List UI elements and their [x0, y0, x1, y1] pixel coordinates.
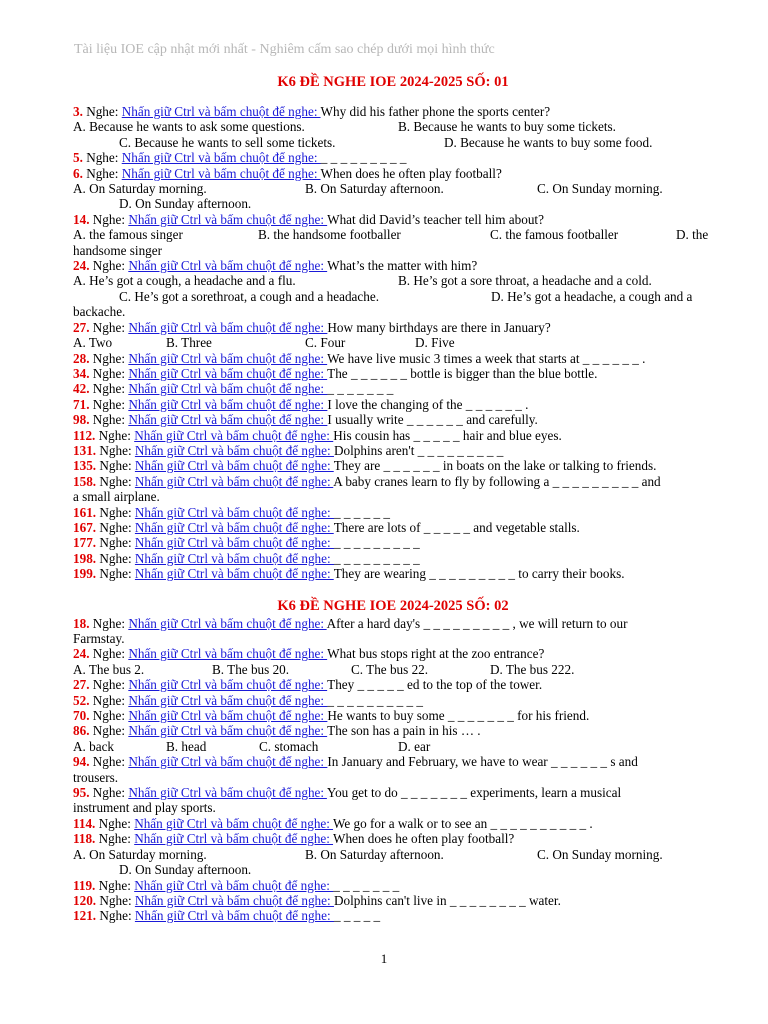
option-d: D. On Sunday afternoon.: [119, 196, 252, 212]
options-row: [73, 862, 713, 877]
question-number: 114.: [73, 815, 96, 831]
option-d-continued: handsome singer: [73, 242, 162, 258]
options-row: [73, 196, 713, 211]
question-number: 118.: [73, 831, 96, 847]
option-a: A. He’s got a cough, a headache and a flu.: [73, 273, 296, 289]
question-3: [73, 104, 713, 119]
listen-link[interactable]: Nhấn giữ Ctrl và bấm chuột để nghe:: [121, 104, 321, 119]
nghe-label: Nghe:: [92, 381, 129, 397]
question-number: 177.: [73, 535, 97, 551]
question-161: [73, 505, 713, 520]
question-text: The son has a pain in his … .: [327, 723, 481, 739]
options-row: [73, 227, 713, 242]
listen-link[interactable]: Nhấn giữ Ctrl và bấm chuột để nghe:: [128, 646, 328, 662]
question-135: [73, 458, 713, 473]
question-198: [73, 551, 713, 566]
question-number: 161.: [73, 504, 97, 520]
nghe-label: Nghe:: [92, 692, 129, 708]
question-text-continued: instrument and play sports.: [73, 800, 216, 816]
listen-link[interactable]: Nhấn giữ Ctrl và bấm chuột để nghe:: [128, 708, 328, 724]
question-27: [73, 320, 713, 335]
options-row: [73, 135, 713, 150]
option-b: B. the handsome footballer: [258, 227, 401, 243]
question-number: 98.: [73, 412, 90, 428]
question-text: He wants to buy some _ _ _ _ _ _ _ for his friend.: [327, 708, 590, 724]
question-text: They are wearing _ _ _ _ _ _ _ _ _ to carry their books.: [333, 566, 625, 582]
listen-link[interactable]: Nhấn giữ Ctrl và bấm chuột để nghe:: [134, 815, 334, 831]
options-row: [73, 739, 713, 754]
option-a: A. the famous singer: [73, 227, 183, 243]
question-number: 71.: [73, 396, 90, 412]
question-number: 167.: [73, 519, 97, 535]
option-d: D. Because he wants to buy some food.: [444, 134, 653, 150]
option-b: B. On Saturday afternoon.: [305, 846, 444, 862]
listen-link[interactable]: Nhấn giữ Ctrl và bấm chuột để nghe:: [121, 150, 321, 166]
watermark-text: Tài liệu IOE cập nhật mới nhất - Nghiêm cấm sao chép dưới mọi hình thức: [74, 42, 495, 57]
listen-link[interactable]: Nhấn giữ Ctrl và bấm chuột để nghe:: [134, 442, 334, 458]
question-text: In January and February, we have to wear _ _ _ _ _ _ s and: [327, 754, 638, 770]
nghe-label: Nghe:: [99, 892, 135, 908]
question-158: [73, 474, 713, 489]
question-text: What did David’s teacher tell him about?: [327, 211, 544, 227]
question-number: 119.: [73, 877, 96, 893]
nghe-label: Nghe:: [92, 754, 129, 770]
question-number: 14.: [73, 211, 90, 227]
question-number: 135.: [73, 458, 97, 474]
option-a: A. Two: [73, 335, 113, 351]
question-number: 42.: [73, 381, 90, 397]
options-row: [73, 289, 713, 304]
option-b: B. Three: [166, 335, 212, 351]
question-number: 24.: [73, 258, 90, 274]
options-row: [73, 662, 713, 677]
question-text: _ _ _ _ _ _ _ _ _: [320, 150, 407, 166]
nghe-label: Nghe:: [99, 550, 135, 566]
question-text: You get to do _ _ _ _ _ _ _ experiments, learn a musical: [326, 785, 622, 801]
section-title-01: K6 ĐỀ NGHE IOE 2024-2025 SỐ: 01: [277, 74, 509, 90]
nghe-label: Nghe:: [99, 535, 135, 551]
nghe-label: Nghe:: [98, 877, 135, 893]
options-row: [73, 119, 713, 134]
nghe-label: Nghe:: [92, 412, 129, 428]
question-text: When does he often play football?: [320, 165, 502, 181]
listen-link[interactable]: Nhấn giữ Ctrl và bấm chuột để nghe:: [134, 877, 334, 893]
question-number: 86.: [73, 723, 90, 739]
question-42: [73, 381, 713, 396]
option-b: B. head: [166, 738, 207, 754]
listen-link[interactable]: Nhấn giữ Ctrl và bấm chuột để nghe:: [128, 350, 328, 366]
question-24: [73, 258, 713, 273]
listen-link[interactable]: Nhấn giữ Ctrl và bấm chuột để nghe:: [134, 831, 334, 847]
nghe-label: Nghe:: [92, 615, 129, 631]
question-text: _ _ _ _ _ _ _ _ _: [333, 535, 420, 551]
nghe-label: Nghe:: [92, 350, 129, 366]
listen-link[interactable]: Nhấn giữ Ctrl và bấm chuột để nghe:: [128, 692, 328, 708]
option-c: C. Four: [305, 335, 346, 351]
listen-link[interactable]: Nhấn giữ Ctrl và bấm chuột để nghe:: [128, 785, 327, 801]
option-a: A. On Saturday morning.: [73, 846, 207, 862]
question-text: _ _ _ _ _ _ _: [333, 877, 400, 893]
option-a: A. back: [73, 738, 115, 754]
nghe-label: Nghe:: [92, 677, 129, 693]
question-number: 18.: [73, 615, 90, 631]
question-text: Dolphins can't live in _ _ _ _ _ _ _ _ water.: [333, 892, 561, 908]
question-text: _ _ _ _ _ _ _: [327, 381, 394, 397]
listen-link[interactable]: Nhấn giữ Ctrl và bấm chuột để nghe:: [134, 519, 334, 535]
listen-link[interactable]: Nhấn giữ Ctrl và bấm chuột để nghe:: [134, 504, 334, 520]
question-number: 70.: [73, 708, 90, 724]
nghe-label: Nghe:: [92, 396, 129, 412]
nghe-label: Nghe:: [86, 150, 122, 166]
option-d-continued: backache.: [73, 304, 126, 320]
question-text: Dolphins aren't _ _ _ _ _ _ _ _ _: [333, 442, 504, 458]
option-b: B. The bus 20.: [212, 661, 290, 677]
listen-link[interactable]: Nhấn giữ Ctrl và bấm chuột để nghe:: [128, 754, 328, 770]
question-text-continued: Farmstay.: [73, 631, 125, 646]
nghe-label: Nghe:: [92, 646, 129, 662]
question-52: [73, 693, 713, 708]
nghe-label: Nghe:: [99, 458, 135, 474]
nghe-label: Nghe:: [99, 442, 135, 458]
question-34: [73, 366, 713, 381]
question-6: [73, 166, 713, 181]
nghe-label: Nghe:: [92, 708, 129, 724]
question-121: [73, 908, 713, 923]
question-number: 34.: [73, 365, 90, 381]
question-199: [73, 566, 713, 581]
listen-link[interactable]: Nhấn giữ Ctrl và bấm chuột để nghe:: [128, 723, 328, 739]
question-text: There are lots of _ _ _ _ _ and vegetable stalls.: [333, 519, 580, 535]
nghe-label: Nghe:: [92, 785, 129, 801]
question-text: I usually write _ _ _ _ _ _ and carefully.: [327, 412, 538, 428]
question-number: 198.: [73, 550, 97, 566]
nghe-label: Nghe:: [99, 504, 135, 520]
listen-link[interactable]: Nhấn giữ Ctrl và bấm chuột để nghe:: [134, 427, 334, 443]
nghe-label: Nghe:: [99, 566, 135, 582]
option-b: B. Because he wants to buy some tickets.: [398, 119, 616, 135]
listen-link[interactable]: Nhấn giữ Ctrl và bấm chuột để nghe:: [128, 319, 328, 335]
option-c: C. On Sunday morning.: [537, 846, 663, 862]
question-number: 52.: [73, 692, 90, 708]
listen-link[interactable]: Nhấn giữ Ctrl và bấm chuột để nghe:: [128, 211, 328, 227]
question-120: [73, 893, 713, 908]
question-text: I love the changing of the _ _ _ _ _ _ .: [327, 396, 529, 412]
question-14: [73, 212, 713, 227]
option-c: C. He’s got a sorethroat, a cough and a headache.: [119, 288, 379, 304]
question-number: 94.: [73, 754, 90, 770]
listen-link[interactable]: Nhấn giữ Ctrl và bấm chuột để nghe:: [128, 615, 327, 631]
options-row: [73, 335, 713, 350]
question-number: 121.: [73, 908, 97, 924]
options-row: [73, 181, 713, 196]
question-text: _ _ _ _ _ _ _ _ _ _: [327, 692, 423, 708]
question-112: [73, 428, 713, 443]
option-a: A. On Saturday morning.: [73, 181, 207, 197]
question-18: [73, 616, 713, 631]
option-d: D. He’s got a headache, a cough and a: [491, 288, 693, 304]
question-167: [73, 520, 713, 535]
listen-link[interactable]: Nhấn giữ Ctrl và bấm chuột để nghe:: [134, 550, 334, 566]
nghe-label: Nghe:: [86, 104, 122, 119]
question-number: 6.: [73, 165, 83, 181]
nghe-label: Nghe:: [99, 519, 135, 535]
question-text: After a hard day's _ _ _ _ _ _ _ _ _ , we will return to our: [326, 615, 628, 631]
question-text: When does he often play football?: [333, 831, 515, 847]
listen-link[interactable]: Nhấn giữ Ctrl và bấm chuột để nghe:: [134, 908, 334, 924]
question-5: [73, 150, 713, 165]
question-text: _ _ _ _ _ _: [333, 504, 391, 520]
option-c: C. The bus 22.: [351, 661, 429, 677]
question-text-continued: a small airplane.: [73, 489, 160, 505]
option-c: C. Because he wants to sell some tickets.: [119, 134, 336, 150]
question-text: What bus stops right at the zoo entrance?: [327, 646, 545, 662]
question-119: [73, 878, 713, 893]
question-114: [73, 816, 713, 831]
question-number: 24.: [73, 646, 90, 662]
nghe-label: Nghe:: [92, 258, 129, 274]
option-c: C. the famous footballer: [490, 227, 619, 243]
page-number: 1: [380, 951, 388, 966]
option-b: B. On Saturday afternoon.: [305, 181, 444, 197]
question-27: [73, 677, 713, 692]
question-86: [73, 723, 713, 738]
question-number: 27.: [73, 677, 90, 693]
option-d: D. The bus 222.: [490, 661, 575, 677]
question-text: They are _ _ _ _ _ _ in boats on the lake or talking to friends.: [333, 458, 657, 474]
question-text: What’s the matter with him?: [327, 258, 478, 274]
nghe-label: Nghe:: [92, 723, 129, 739]
option-c: C. On Sunday morning.: [537, 181, 663, 197]
nghe-label: Nghe:: [92, 365, 129, 381]
nghe-label: Nghe:: [98, 427, 135, 443]
nghe-label: Nghe:: [98, 831, 135, 847]
question-text: His cousin has _ _ _ _ _ hair and blue eyes.: [333, 427, 562, 443]
question-number: 95.: [73, 785, 90, 801]
question-number: 199.: [73, 566, 97, 582]
listen-link[interactable]: Nhấn giữ Ctrl và bấm chuột để nghe:: [128, 365, 328, 381]
nghe-label: Nghe:: [92, 319, 129, 335]
nghe-label: Nghe:: [92, 211, 129, 227]
question-text: A baby cranes learn to fly by following a _ _ _ _ _ _ _ _ _ and: [333, 473, 661, 489]
options-row: [73, 847, 713, 862]
listen-link[interactable]: Nhấn giữ Ctrl và bấm chuột để nghe:: [121, 165, 321, 181]
question-95: [73, 785, 713, 800]
question-text: _ _ _ _ _ _ _ _ _: [333, 550, 420, 566]
question-71: [73, 397, 713, 412]
listen-link[interactable]: Nhấn giữ Ctrl và bấm chuột để nghe:: [128, 258, 328, 274]
option-d: D. On Sunday afternoon.: [119, 862, 252, 878]
question-28: [73, 351, 713, 366]
question-24: [73, 646, 713, 661]
listen-link[interactable]: Nhấn giữ Ctrl và bấm chuột để nghe:: [134, 892, 334, 908]
listen-link[interactable]: Nhấn giữ Ctrl và bấm chuột để nghe:: [128, 412, 328, 428]
listen-link[interactable]: Nhấn giữ Ctrl và bấm chuột để nghe:: [134, 535, 334, 551]
listen-link[interactable]: Nhấn giữ Ctrl và bấm chuột để nghe:: [134, 566, 334, 582]
question-text: _ _ _ _ _: [333, 908, 381, 924]
question-text: We have live music 3 times a week that starts at _ _ _ _ _ _ .: [327, 350, 646, 366]
question-text: How many birthdays are there in January?: [327, 319, 551, 335]
nghe-label: Nghe:: [86, 165, 122, 181]
question-131: [73, 443, 713, 458]
question-number: 112.: [73, 427, 96, 443]
question-number: 158.: [73, 473, 97, 489]
listen-link[interactable]: Nhấn giữ Ctrl và bấm chuột để nghe:: [128, 381, 328, 397]
option-a: A. The bus 2.: [73, 661, 145, 677]
listen-link[interactable]: Nhấn giữ Ctrl và bấm chuột để nghe:: [128, 677, 328, 693]
option-a: A. Because he wants to ask some questions.: [73, 119, 305, 135]
option-d: D. the: [676, 227, 709, 243]
question-number: 28.: [73, 350, 90, 366]
question-text: The _ _ _ _ _ _ bottle is bigger than the blue bottle.: [327, 365, 598, 381]
option-d: D. ear: [398, 738, 431, 754]
option-d: D. Five: [415, 335, 455, 351]
question-118: [73, 831, 713, 846]
nghe-label: Nghe:: [99, 908, 135, 924]
section-title-02: K6 ĐỀ NGHE IOE 2024-2025 SỐ: 02: [277, 597, 509, 614]
question-text-continued: trousers.: [73, 769, 119, 785]
question-number: 131.: [73, 442, 97, 458]
question-70: [73, 708, 713, 723]
question-94: [73, 754, 713, 769]
question-text: Why did his father phone the sports center?: [320, 104, 551, 119]
option-b: B. He’s got a sore throat, a headache and a cold.: [398, 273, 652, 289]
question-177: [73, 535, 713, 550]
question-number: 3.: [73, 104, 83, 119]
question-number: 5.: [73, 150, 83, 166]
nghe-label: Nghe:: [98, 815, 135, 831]
option-c: C. stomach: [259, 738, 319, 754]
question-text: We go for a walk or to see an _ _ _ _ _ _ _ _ _ _ .: [333, 815, 593, 831]
question-text: They _ _ _ _ _ ed to the top of the tower.: [327, 677, 543, 693]
listen-link[interactable]: Nhấn giữ Ctrl và bấm chuột để nghe:: [134, 458, 334, 474]
options-row: [73, 273, 713, 288]
question-98: [73, 412, 713, 427]
nghe-label: Nghe:: [99, 473, 135, 489]
listen-link[interactable]: Nhấn giữ Ctrl và bấm chuột để nghe:: [134, 473, 334, 489]
question-number: 120.: [73, 892, 97, 908]
question-number: 27.: [73, 319, 90, 335]
document-body: [73, 72, 713, 924]
listen-link[interactable]: Nhấn giữ Ctrl và bấm chuột để nghe:: [128, 396, 328, 412]
